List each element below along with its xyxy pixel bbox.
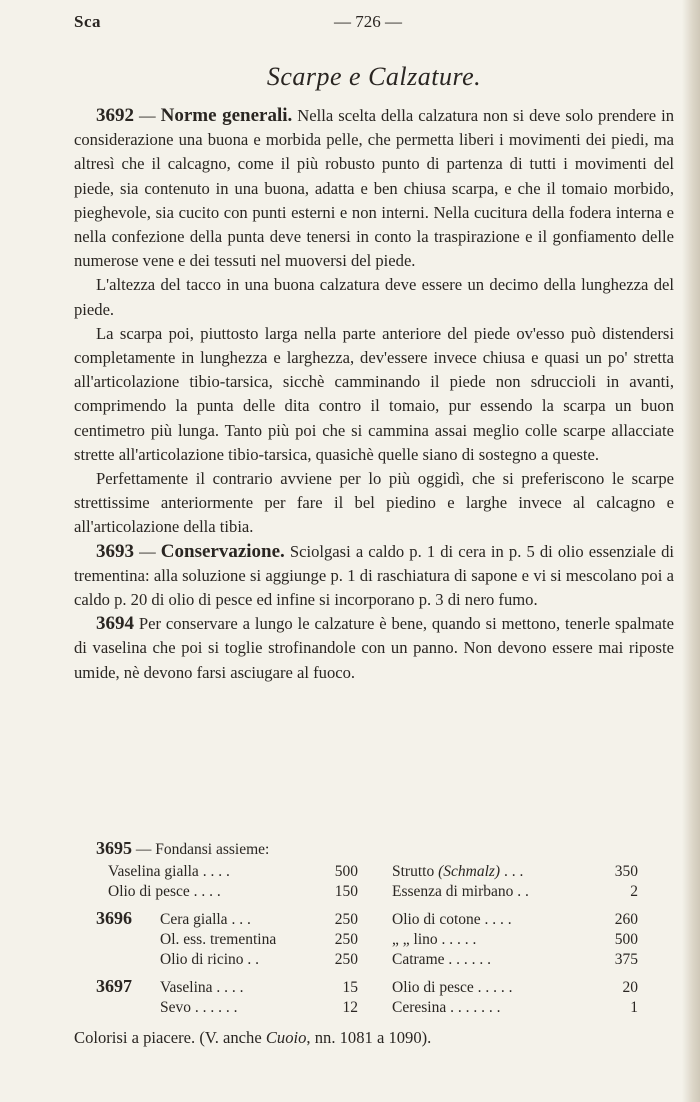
ingredient-name: Sevo . . . . . . [160, 999, 238, 1016]
paragraph-heel [74, 273, 674, 321]
recipe-row [74, 930, 674, 950]
entry-number: 3693 [96, 540, 134, 562]
ingredient-name: Vaselina . . . . [160, 979, 244, 996]
ingredient-qty: 150 [334, 883, 358, 900]
entry-dash: — [134, 541, 161, 561]
entry-number: 3697 [96, 976, 132, 996]
ingredient-name: Essenza di mirbano . . [392, 883, 529, 900]
running-head: Sca [74, 12, 101, 31]
cross-reference: Cuoio [265, 1028, 307, 1047]
recipe-intro [74, 838, 674, 860]
footer-text-end: , nn. 1081 a 1090). [306, 1028, 432, 1047]
entry-number: 3694 [96, 613, 134, 635]
ingredient-qty: 375 [614, 951, 638, 968]
ingredient-qty: 350 [614, 863, 638, 880]
entry-heading: Norme generali. [160, 105, 293, 126]
entry-heading: Conservazione. [160, 540, 285, 562]
recipe-row [74, 862, 674, 882]
ingredient-qty: 250 [334, 931, 358, 948]
ingredient-qty: 2 [630, 883, 638, 900]
recipe-row [74, 950, 674, 970]
recipe-3697 [74, 978, 674, 1018]
recipe-row [74, 910, 674, 930]
ingredient-qty: 500 [334, 863, 358, 880]
ingredient-dots: . . . [500, 863, 524, 880]
entry-text: Nella scelta della calzatura non si deve solo prendere in considerazione una buona e morbida pelle, che permetta liberi i movimenti dei piedi, ma altresì che il calcagno, come il più robusto punto di partenza di tutti i movimenti del piede, sia contenuto in una buona, adatta e ben chiusa scarpa, e che il tomaio morbido, pieghevole, sia cucito con punti esterni e non interni. Nella cucitura della fodera interna e nella confezione della punta deve tenersi in conto la traspirazione e il gonfiamento delle numerose vene e dei tessuti nel muoversi del piede. [74, 106, 675, 271]
entry-number: 3692 [96, 105, 134, 126]
ingredient-name: Vaselina gialla . . . . [108, 863, 230, 880]
section-title: Scarpe e Calzature. [266, 62, 482, 91]
recipe-3695 [74, 862, 674, 902]
ingredient-name: Ol. ess. trementina [160, 931, 277, 948]
ingredient-name: Catrame . . . . . . [392, 951, 492, 968]
paragraph-shoe-fit [74, 322, 674, 467]
ingredient-qty: 12 [342, 999, 358, 1016]
ingredient-name: Olio di ricino . . [160, 951, 260, 968]
ingredient-name: „ „ lino . . . . . [392, 931, 477, 948]
page-edge-shadow [682, 0, 700, 1102]
entry-number: 3696 [96, 908, 132, 928]
ingredient-name: Olio di pesce . . . . [108, 883, 221, 900]
entry-text: Sciolgasi a caldo p. 1 di cera in p. 5 di olio essenziale di trementina: alla soluzione si aggiunge p. 1 di raschiatura di sapone e vi si mescolano poi a caldo p. 20 di olio di pesce ed infine si incorporano p. 3 di nero fumo. [74, 541, 675, 610]
paragraph-3693 [74, 540, 674, 613]
entry-text: Per conservare a lungo le calzature è bene, quando si mettono, tenerle spalmate di vaselina che poi si toglie strofinandole con un panno. Non devono essere mai riposte umide, nè devono farsi asciugare al fuoco. [74, 614, 675, 682]
paragraph-text: L'altezza del tacco in una buona calzatura deve essere un decimo della lunghezza del piede. [74, 275, 674, 319]
ingredient-name: Cera gialla . . . [160, 911, 251, 928]
footer-text: Colorisi a piacere. (V. anche [74, 1028, 266, 1047]
ingredient-qty: 20 [622, 979, 638, 996]
ingredient-qty: 500 [614, 931, 638, 948]
page-header [74, 12, 674, 36]
ingredient-qty: 250 [334, 911, 358, 928]
ingredient-name: Olio di pesce . . . . . [392, 979, 513, 996]
paragraph-text: La scarpa poi, piuttosto larga nella parte anteriore del piede ov'esso può distendersi completamente in lunghezza e larghezza, dev'essere invece chiusa e quasi un po' stretta all'articolazione tibio-tarsica, sicchè camminando il piede non sdruccioli in avanti, comprimendo la punta delle dita contro il tomaio, pur essendo la scarpa un buon centimetro più lunga. Tanto più poi che si cammina assai meglio colle scarpe allacciate strette all'articolazione tibio-tarsica, quasichè quelle siano di sostegno a queste. [74, 323, 674, 464]
entry-dash: — [134, 106, 161, 125]
ingredient-name: Ceresina . . . . . . . [392, 999, 501, 1016]
ingredient-name [392, 862, 523, 882]
recipe-3696 [74, 910, 674, 970]
body-text [74, 104, 674, 685]
ingredient-name-main: Strutto [392, 863, 435, 880]
ingredient-qty: 1 [630, 999, 638, 1016]
recipe-footer [74, 1026, 674, 1050]
ingredient-note: (Schmalz) [438, 863, 501, 880]
recipe-row [74, 882, 674, 902]
paragraph-3692 [74, 104, 674, 273]
ingredient-qty: 15 [342, 979, 358, 996]
paragraph-contrary [74, 467, 674, 540]
recipe-row [74, 978, 674, 998]
page-number: — 726 — [334, 12, 402, 31]
recipes-section [74, 838, 674, 1050]
ingredient-name: Olio di cotone . . . . [392, 911, 512, 928]
paragraph-text: Perfettamente il contrario avviene per lo più oggidì, che si preferiscono le scarpe strettissime anteriormente per fare il bel piedino e larghe invece al calcagno e all'articolazione della tibia. [74, 469, 674, 537]
entry-number: 3695 [96, 838, 132, 858]
ingredient-qty: 250 [334, 951, 358, 968]
paragraph-3694 [74, 612, 674, 685]
recipe-row [74, 998, 674, 1018]
ingredient-qty: 260 [614, 911, 638, 928]
recipe-intro-text: — Fondansi assieme: [132, 841, 270, 858]
